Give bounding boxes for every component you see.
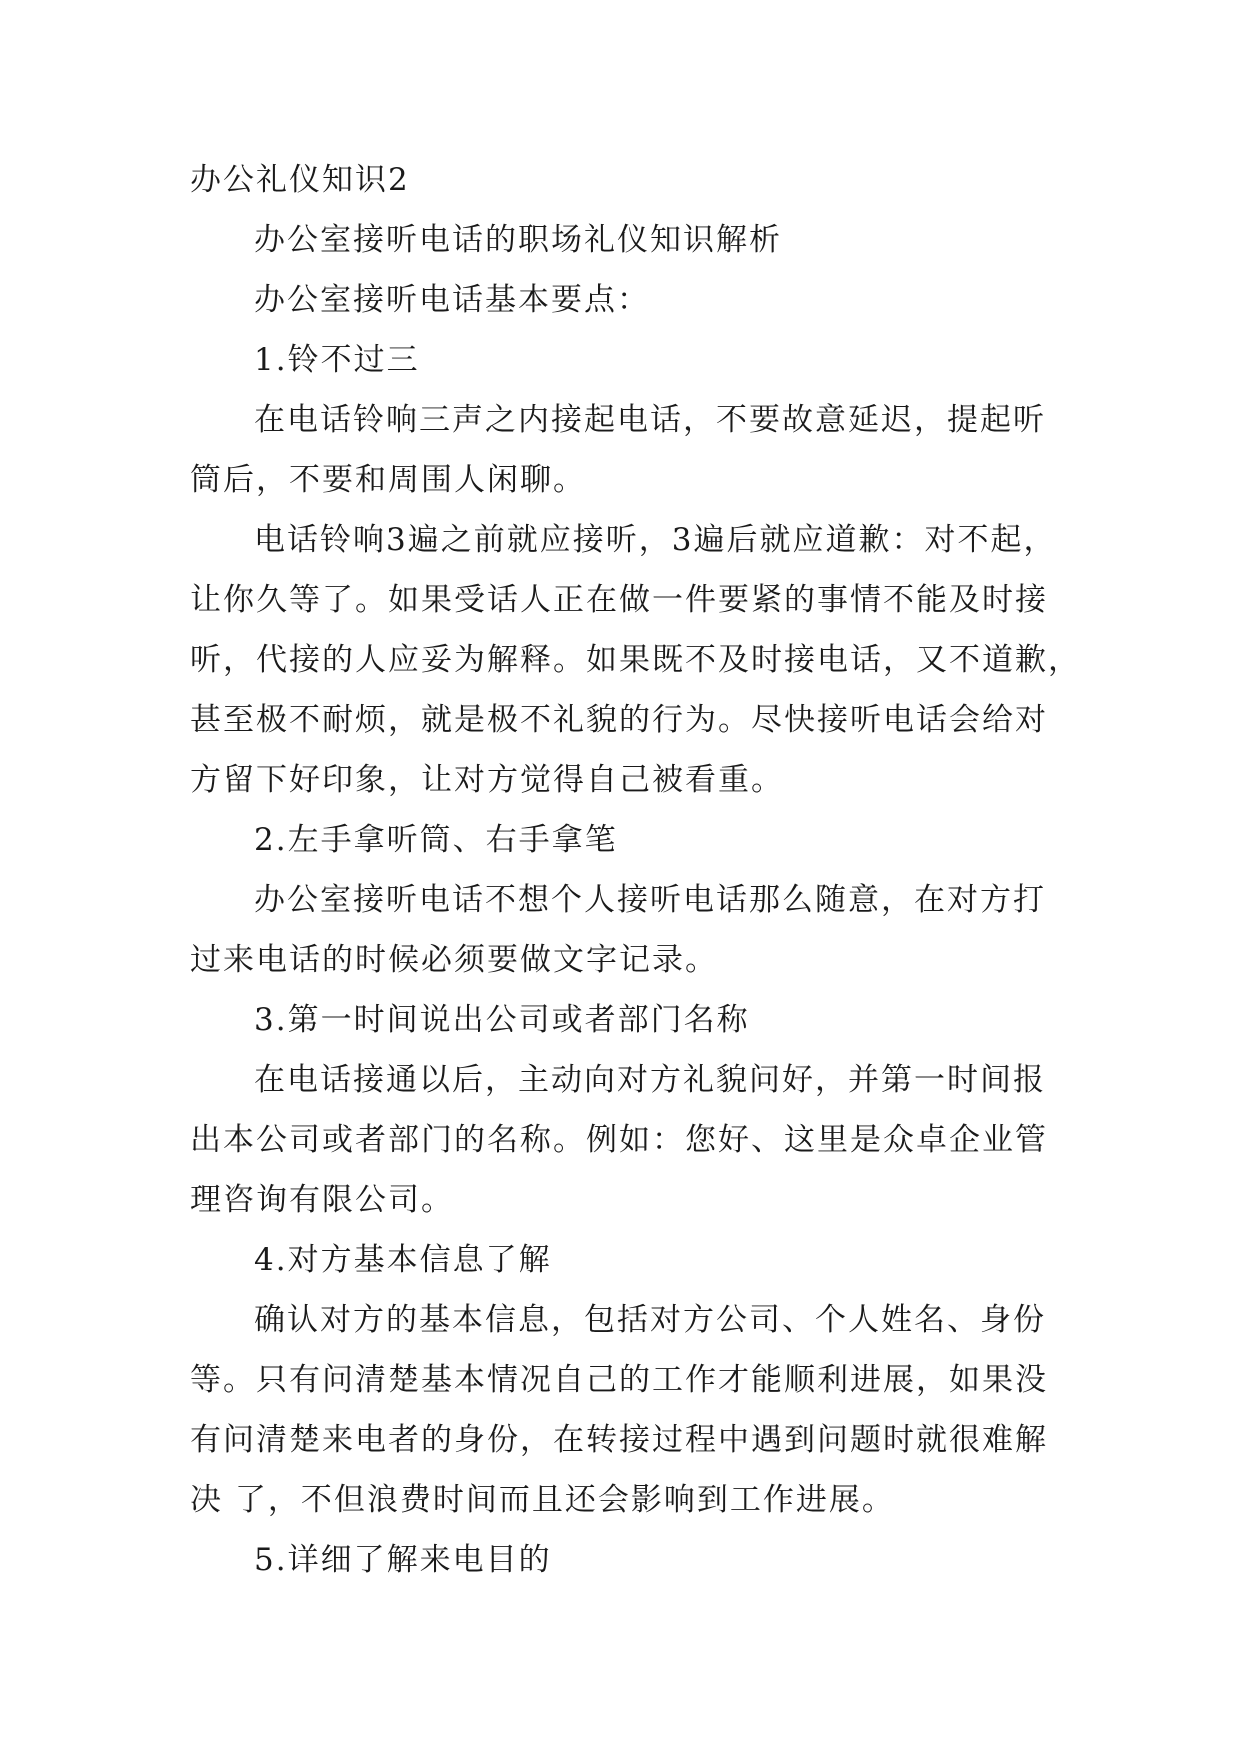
paragraph-line: 出本公司或者部门的名称。例如：您好、这里是众卓企业管	[190, 1122, 1048, 1158]
paragraph-line: 听，代接的人应妥为解释。如果既不及时接电话，又不道歉，	[190, 642, 1081, 678]
paragraph-line: 办公室接听电话不想个人接听电话那么随意，在对方打	[254, 882, 1046, 918]
paragraph-line: 过来电话的时候必须要做文字记录。	[190, 942, 718, 978]
paragraph-line: 有问清楚来电者的身份，在转接过程中遇到问题时就很难解	[190, 1422, 1048, 1458]
section-heading: 1.铃不过三	[254, 342, 420, 378]
paragraph-line: 在电话铃响三声之内接起电话，不要故意延迟，提起听	[254, 402, 1046, 438]
paragraph-line: 方留下好印象，让对方觉得自己被看重。	[190, 762, 784, 798]
section-heading: 3.第一时间说出公司或者部门名称	[254, 1002, 750, 1038]
document-subtitle: 办公室接听电话的职场礼仪知识解析	[254, 222, 782, 258]
paragraph-line: 让你久等了。如果受话人正在做一件要紧的事情不能及时接	[190, 582, 1048, 618]
paragraph	[190, 510, 1081, 810]
paragraph-line: 甚至极不耐烦，就是极不礼貌的行为。尽快接听电话会给对	[190, 702, 1048, 738]
paragraph	[190, 1290, 1060, 1530]
section-heading: 4.对方基本信息了解	[254, 1242, 552, 1278]
document-title: 办公礼仪知识2	[190, 162, 410, 198]
paragraph	[190, 1050, 1060, 1230]
paragraph-line: 理咨询有限公司。	[190, 1182, 454, 1218]
paragraph-line: 确认对方的基本信息，包括对方公司、个人姓名、身份	[254, 1302, 1046, 1338]
paragraph	[190, 870, 1060, 990]
document-page	[190, 150, 1081, 1590]
paragraph-line: 决 了，不但浪费时间而且还会影响到工作进展。	[190, 1482, 895, 1518]
section-heading: 5.详细了解来电目的	[254, 1542, 552, 1578]
paragraph-line: 电话铃响3遍之前就应接听，3遍后就应道歉：对不起，	[254, 522, 1057, 558]
paragraph-line: 等。只有问清楚基本情况自己的工作才能顺利进展，如果没	[190, 1362, 1048, 1398]
document-intro: 办公室接听电话基本要点：	[254, 282, 650, 318]
paragraph	[190, 390, 1060, 510]
paragraph-line: 筒后，不要和周围人闲聊。	[190, 462, 586, 498]
section-heading: 2.左手拿听筒、右手拿笔	[254, 822, 618, 858]
paragraph-line: 在电话接通以后，主动向对方礼貌问好，并第一时间报	[254, 1062, 1046, 1098]
